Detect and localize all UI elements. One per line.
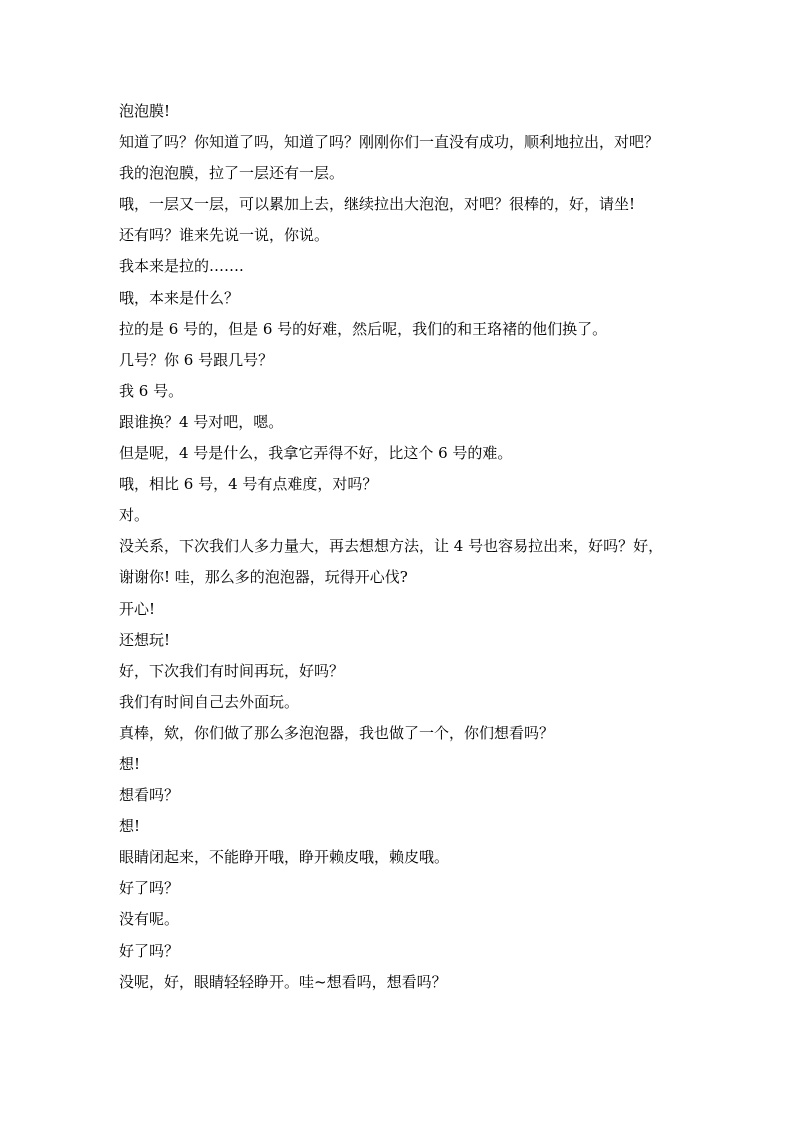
text-line: 几号？你 6 号跟几号？ — [119, 350, 274, 369]
text-line: 泡泡膜! — [119, 102, 171, 120]
text-line: 哦，本来是什么？ — [119, 288, 240, 307]
text-line: 知道了吗？你知道了吗，知道了吗？刚刚你们一直没有成功，顺利地拉出，对吧？ — [119, 133, 660, 152]
text-line: 好了吗？ — [119, 879, 180, 898]
text-line: 好，下次我们有时间再玩，好吗？ — [119, 661, 345, 680]
text-line: 哦，一层又一层，可以累加上去，继续拉出大泡泡，对吧？很棒的，好，请坐! — [119, 195, 636, 214]
text-line: 我 6 号。 — [119, 381, 184, 400]
text-line: 我们有时间自己去外面玩。 — [119, 692, 300, 711]
text-line: 没有呢。 — [119, 910, 180, 929]
text-line: 拉的是 6 号的，但是 6 号的好难，然后呢，我们的和王珞褚的他们换了。 — [119, 319, 608, 338]
text-line: 我的泡泡膜，拉了一层还有一层。 — [119, 164, 345, 183]
text-line: 没关系，下次我们人多力量大，再去想想方法，让 4 号也容易拉出来，好吗？好， — [119, 537, 664, 556]
text-line: 没呢，好，眼睛轻轻睁开。哇~想看吗，想看吗？ — [119, 972, 447, 991]
text-line: 还有吗？谁来先说一说，你说。 — [119, 226, 330, 245]
text-line: 想! — [119, 817, 141, 836]
text-line: 好了吗？ — [119, 941, 180, 960]
text-line: 真棒，欸，你们做了那么多泡泡器，我也做了一个，你们想看吗？ — [119, 723, 555, 742]
transcript-body — [119, 96, 681, 998]
text-line: 想! — [119, 754, 141, 773]
text-line: 谢谢你! 哇，那么多的泡泡器，玩得开心伐? — [119, 568, 408, 587]
text-line: 对。 — [119, 506, 150, 525]
text-line: 想看吗？ — [119, 786, 180, 805]
text-line: 跟谁换？4 号对吧，嗯。 — [119, 412, 284, 431]
text-line: 我本来是拉的……. — [119, 257, 244, 276]
text-line: 还想玩! — [119, 630, 171, 649]
text-line: 开心! — [119, 599, 156, 618]
text-line: 眼睛闭起来，不能睁开哦，睁开赖皮哦，赖皮哦。 — [119, 848, 450, 867]
text-line: 哦，相比 6 号，4 号有点难度，对吗？ — [119, 475, 378, 494]
text-line: 但是呢，4 号是什么，我拿它弄得不好，比这个 6 号的难。 — [119, 444, 513, 463]
